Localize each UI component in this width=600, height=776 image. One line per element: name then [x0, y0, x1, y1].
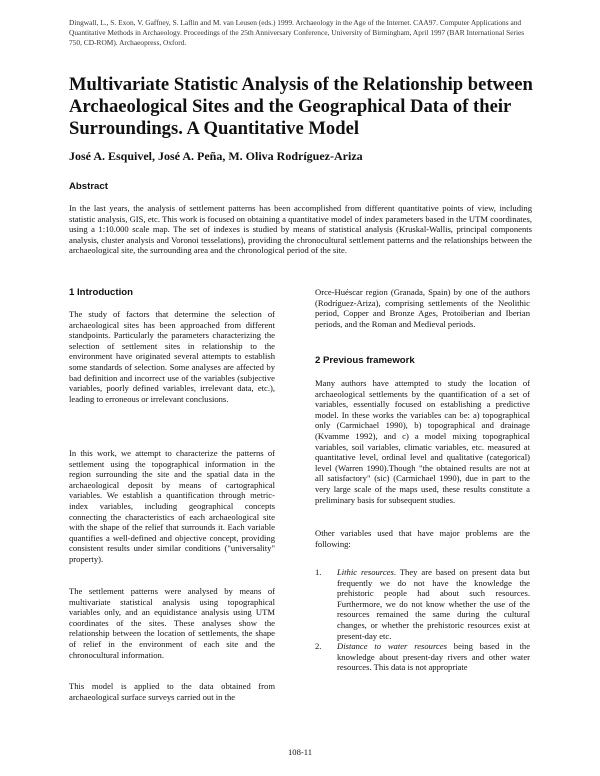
- paragraph: Orce-Huéscar region (Granada, Spain) by one of the authors (Rodríguez-Ariza), comprising settlements of the Neolithic period, Copper and Bronze Ages, Protoiberian and Iberian periods, and the Roman and Medieval periods.: [315, 287, 530, 329]
- section-2-paragraph-2: [315, 528, 530, 549]
- section-1-paragraph-4-continued: [315, 287, 530, 329]
- list-number: 1.: [315, 567, 322, 577]
- paragraph: In this work, we attempt to characterize the patterns of settlement using the topographical information in the region surrounding the site and the spatial data in the archaeological deposit by means of cartographical variables. We establish a quantification through metric-index variables, including geographical concepts connecting the characteristics of each archaeological site with the shape of the relief that surrounds it. Each variable quantifies a well-defined and objective concept, providing consistent results under similar conditions ("universality" property).: [69, 448, 275, 564]
- authors: José A. Esquivel, José A. Peña, M. Oliva Rodríguez-Ariza: [69, 149, 363, 163]
- paragraph: Many authors have attempted to study the location of archaeological settlements by the quantification of a set of variables, essentially focused on establishing a predictive model. In these works the variables can be: a) topographical only (Carmichael 1990), b) topographical and drainage (Kvamme 1992), and c) a model mixing topographical variables, soil variables, climatic variables, etc. measured at quantitative level, ordinal level and qualitative (categorical) level (Warren 1990).Though "the obtained results are not at all satisfactory" (sic) (Carmichael 1990), due in part to the very large scale of the maps used, these results constitute a preliminary basis for subsequent studies.: [315, 378, 530, 505]
- list-term: Distance to water resources: [337, 641, 447, 652]
- list-item: [315, 567, 530, 641]
- paragraph: The study of factors that determine the selection of archaeological sites has been approached from different standpoints. Particularly the parameters characterizing the selection of settlement sites in relationship to the environment have originated several attempts to establish some standards of selection. Some analyses are affected by bad definition and incorrect use of the variables (subjective variables, poorly defined variables, irrelevant data, etc.), leading to erroneous or irrelevant conclusions.: [69, 309, 275, 404]
- problem-variables-list: [315, 567, 530, 673]
- list-number: 2.: [315, 641, 322, 652]
- section-1-paragraph-2: [69, 448, 275, 565]
- paragraph: This model is applied to the data obtained from archaeological surface surveys carried out in the: [69, 681, 275, 702]
- paper-title: Multivariate Statistic Analysis of the Relationship between Archaeological Sites and the Geographical Data of their Surroundings. A Quantitative Model: [69, 74, 533, 139]
- section-1-paragraph-3: [69, 586, 275, 660]
- list-text: being based in the knowledge about present-day rivers and other water resources. This data is not appropriate: [337, 641, 531, 673]
- list-text: . They are based on present data but frequently we do not have the knowledge the prehistoric people had about such resources. Furthermore, we do not know whether the use of the resources remained the same during the cultural changes, or whether the prehistoric resources exist at present-day etc.: [337, 567, 531, 641]
- section-2-paragraph-1: [315, 378, 530, 505]
- section-2-heading: 2 Previous framework: [315, 355, 415, 366]
- paragraph: Other variables used that have major problems are the following:: [315, 528, 530, 549]
- citation: Dingwall, L., S. Exon, V. Gaffney, S. Laflin and M. van Leusen (eds.) 1999. Archaeology in the Age of the Internet. CAA97. Computer Applications and Quantitative Methods in Archaeology. Proceedings of the 25th Anniversary Conference, University of Birmingham, April 1997 (BAR International Series 750, CD-ROM). Archaeopress, Oxford.: [69, 18, 525, 47]
- page-number: 108-11: [287, 747, 313, 757]
- section-1-paragraph-1: [69, 309, 275, 404]
- abstract-text: In the last years, the analysis of settlement patterns has been accomplished from different quantitative points of view, including statistic analysis, GIS, etc. This work is focused on obtaining a quantitative model of index parameters based in the UTM coordinates, using a 1:10.000 scale map. The set of indexes is studied by means of statistical analysis (Kruskal-Wallis, principal components analysis, cluster analysis and Voronoi tesselations), providing the chronocultural settlement patterns and the relationships between the archaeological site, the surrounding area and the chronological period of the site.: [69, 203, 532, 256]
- list-term: Lithic resources: [337, 567, 394, 577]
- section-1-heading: 1 Introduction: [69, 287, 133, 298]
- list-item: [315, 641, 530, 673]
- paragraph: The settlement patterns were analysed by means of multivariate statistical analysis using topographical variables only, and an equidistance analysis using UTM coordinates of the sites. These analyses show the relationship between the location of settlements, the shape of relief in the environment of each site and the chronocultural information.: [69, 586, 275, 660]
- abstract-heading: Abstract: [69, 181, 108, 192]
- section-1-paragraph-4: [69, 681, 275, 702]
